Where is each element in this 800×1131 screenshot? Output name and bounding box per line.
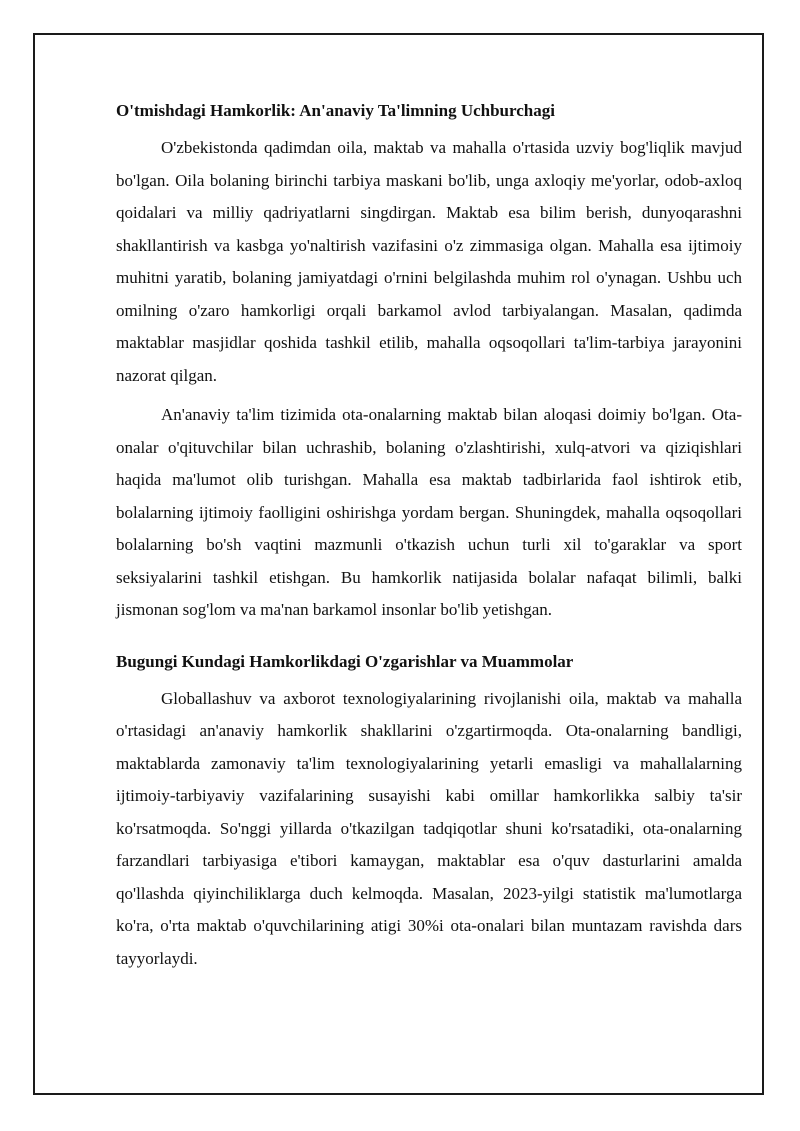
paragraph-family-school-mahalla-bond: O'zbekistonda qadimdan oila, maktab va mahalla o'rtasida uzviy bog'liqlik mavjud bo'lgan. Oila bolaning birinchi tarbiya maskani bo'lib, unga axloqiy me'yorlar, odob-axloq qoidalari va milliy qadriyatlarni singdirgan. Maktab esa bilim berish, dunyoqarashni shakllantirish va kasbga yo'naltirish vazifasini o'z zimmasiga olgan. Mahalla esa ijtimoiy muhitni yaratib, bolaning jamiyatdagi o'rnini belgilashda muhim rol o'ynagan. Ushbu uch omilning o'zaro hamkorligi orqali barkamol avlod tarbiyalangan. Masalan, qadimda maktablar masjidlar qoshida tashkil etilib, mahalla oqsoqollari ta'lim-tarbiya jarayonini nazorat qilgan. [116,138,742,385]
paragraph-traditional-parent-school-link: An'anaviy ta'lim tizimida ota-onalarning maktab bilan aloqasi doimiy bo'lgan. Ota-onalar o'qituvchilar bilan uchrashib, bolaning o'zlashtirishi, xulq-atvori va qiziqishlari haqida ma'lumot olib turishgan. Mahalla esa maktab tadbirlarida faol ishtirok etib, bolalarning ijtimoiy faolligini oshirishga yordam bergan. Shuningdek, mahalla oqsoqollari bolalarning bo'sh vaqtini mazmunli o'tkazish uchun turli xil to'garaklar va sport seksiyalarini tashkil etishgan. Bu hamkorlik natijasida bolalar nafaqat bilimli, balki jismonan sog'lom va ma'nan barkamol insonlar bo'lib yetishgan. [116,405,742,619]
document-body [116,98,742,982]
paragraph-globalization-impact: Globallashuv va axborot texnologiyalarining rivojlanishi oila, maktab va mahalla o'rtasidagi an'anaviy hamkorlik shakllarini o'zgartirmoqda. Ota-onalarning bandligi, maktablarda zamonaviy ta'lim texnologiyalarining yetarli emasligi va mahallalarning ijtimoiy-tarbiyaviy vazifalarining susayishi kabi omillar hamkorlikka salbiy ta'sir ko'rsatmoqda. So'nggi yillarda o'tkazilgan tadqiqotlar shuni ko'rsatadiki, ota-onalarning farzandlari tarbiyasiga e'tibori kamaygan, maktablar esa o'quv dasturlarini amalda qo'llashda qiyinchiliklarga duch kelmoqda. Masalan, 2023-yilgi statistik ma'lumotlarga ko'ra, o'rta maktab o'quvchilarining atigi 30%i ota-onalari bilan muntazam ravishda dars tayyorlaydi. [116,688,742,968]
section-heading-current-changes: Bugungi Kundagi Hamkorlikdagi O'zgarishlar va Muammolar [116,651,574,671]
section-heading-past-cooperation: O'tmishdagi Hamkorlik: An'anaviy Ta'limning Uchburchagi [116,101,555,120]
